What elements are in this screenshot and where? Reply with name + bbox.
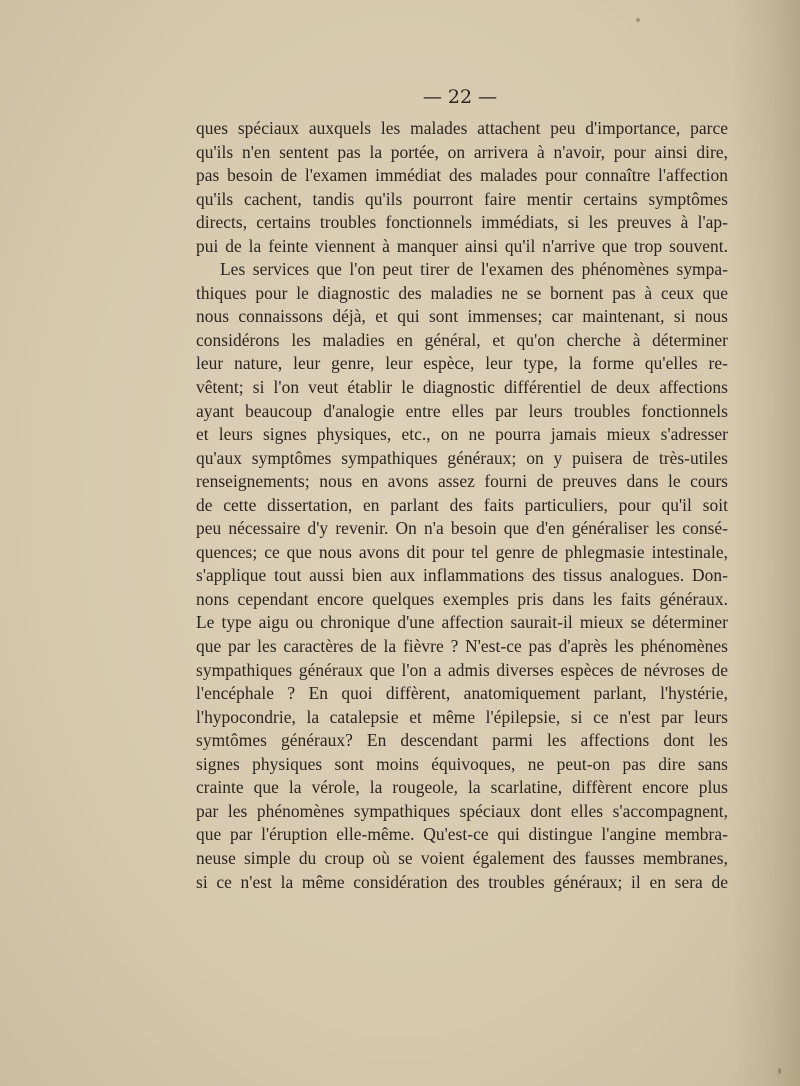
text-line: l'encéphale ? En quoi diffèrent, anatomiquement parlant, l'hystérie, — [196, 683, 728, 704]
text-line: ayant beaucoup d'analogie entre elles par leurs troubles fonctionnels — [196, 400, 728, 421]
text-line: signes physiques sont moins équivoques, ne peut-on pas dire sans — [196, 753, 728, 774]
text-line: peu nécessaire d'y revenir. On n'a besoin que d'en généraliser les consé- — [196, 518, 728, 539]
text-line: vêtent; si l'on veut établir le diagnostic différentiel de deux affections — [196, 377, 728, 398]
page-fold-shadow — [730, 0, 800, 1086]
body-text — [196, 117, 728, 894]
text-line: qu'ils cachent, tandis qu'ils pourront faire mentir certains symptômes — [196, 188, 728, 209]
text-line: Le type aigu ou chronique d'une affection saurait-il mieux se déterminer — [196, 612, 728, 633]
text-line: de cette dissertation, en parlant des faits particuliers, pour qu'il soit — [196, 494, 728, 515]
paper-speck — [636, 18, 640, 22]
text-line: symtômes généraux? En descendant parmi les affections dont les — [196, 730, 728, 751]
text-line: considérons les maladies en général, et qu'on cherche à déterminer — [196, 329, 728, 350]
text-line: nons cependant encore quelques exemples pris dans les faits généraux. — [196, 588, 728, 609]
text-line: et leurs signes physiques, etc., on ne pourra jamais mieux s'adresser — [196, 424, 728, 445]
text-line: s'applique tout aussi bien aux inflammations des tissus analogues. Don- — [196, 565, 728, 586]
text-line: leur nature, leur genre, leur espèce, leur type, la forme qu'elles re- — [196, 353, 728, 374]
page-number: — 22 — — [422, 86, 498, 108]
text-line: pui de la feinte viennent à manquer ainsi qu'il n'arrive que trop souvent. — [196, 235, 728, 256]
text-line: pas besoin de l'examen immédiat des malades pour connaître l'affection — [196, 165, 728, 186]
text-line: qu'ils n'en sentent pas la portée, on arrivera à n'avoir, pour ainsi dire, — [196, 141, 728, 162]
text-line: renseignements; nous en avons assez fourni de preuves dans le cours — [196, 471, 728, 492]
text-line: ques spéciaux auxquels les malades attachent peu d'importance, parce — [196, 118, 728, 138]
text-line: que par les caractères de la fièvre ? N'est-ce pas d'après les phénomènes — [196, 636, 728, 657]
paper-speck — [778, 1068, 781, 1074]
text-line: sympathiques généraux que l'on a admis diverses espèces de névroses de — [196, 659, 728, 680]
text-line: l'hypocondrie, la catalepsie et même l'épilepsie, si ce n'est par leurs — [196, 706, 728, 727]
text-line: Les services que l'on peut tirer de l'examen des phénomènes sympa- — [220, 259, 728, 280]
text-line: nous connaissons déjà, et qui sont immenses; car maintenant, si nous — [196, 306, 728, 327]
text-line: par les phénomènes sympathiques spéciaux dont elles s'accompagnent, — [196, 800, 728, 821]
text-line: si ce n'est la même considération des troubles généraux; il en sera de — [196, 871, 728, 892]
text-line: quences; ce que nous avons dit pour tel genre de phlegmasie intestinale, — [196, 541, 728, 562]
text-line: crainte que la vérole, la rougeole, la scarlatine, diffèrent encore plus — [196, 777, 728, 798]
text-line: thiques pour le diagnostic des maladies ne se bornent pas à ceux que — [196, 282, 728, 303]
text-line: directs, certains troubles fonctionnels immédiats, si les preuves à l'ap- — [196, 212, 728, 233]
text-line: neuse simple du croup où se voient également des fausses membranes, — [196, 847, 728, 868]
text-line: que par l'éruption elle-même. Qu'est-ce qui distingue l'angine membra- — [196, 824, 728, 845]
text-line: qu'aux symptômes sympathiques généraux; on y puisera de très-utiles — [196, 447, 728, 468]
